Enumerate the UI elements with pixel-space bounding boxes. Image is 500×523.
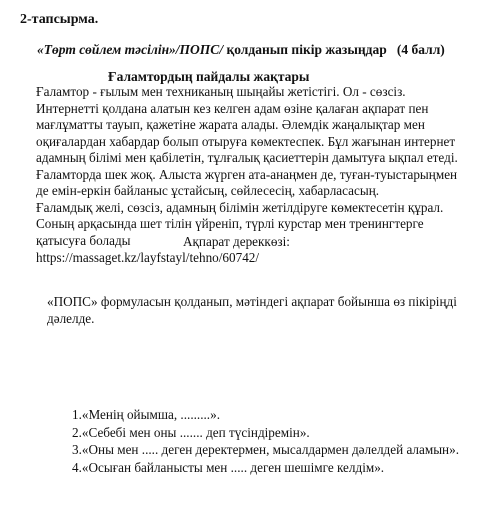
formula-name: «Төрт сөйлем тәсілін»/ПОПС/ <box>37 42 224 57</box>
text-paragraph <box>36 84 496 249</box>
formula-step: 2.«Себебі мен оны ....... деп түсіндіремін». <box>72 424 310 440</box>
formula-step: 1.«Менің ойымша, .........». <box>72 407 220 422</box>
task-label: 2-тапсырма. <box>20 12 99 27</box>
paragraph-line: Ғаламторда шек жоқ. Алыста жүрген ата-анаңмен де, туған-туыстарыңмен <box>36 166 458 182</box>
formula-step: 4.«Осыған байланысты мен ..... деген шешімге келдім». <box>72 459 385 475</box>
formula-step: 3.«Оны мен ..... деген деректермен, мысалдармен дәлелдей аламын». <box>72 442 459 457</box>
paragraph-line: Соның арқасында шет тілін үйреніп, түрлі курстар мен тренингтерге <box>36 216 424 231</box>
paragraph-line: қатысуға болады <box>36 232 131 248</box>
paragraph-line: де емін-еркін байланыс ұстайсың, сөйлесесің, хабарласасың. <box>36 183 380 198</box>
popc-task-line: дәлелде. <box>47 311 95 326</box>
popc-task-line: «ПОПС» формуласын қолданып, мәтіндегі ақпарат бойынша өз пікіріңді <box>47 294 457 309</box>
instruction-text: қолданып пікір жазыңдар <box>223 42 387 57</box>
paragraph-line: Ғаламдық желі, сөзсіз, адамның білімін жетілдіруге көмектесетін құрал. <box>36 199 444 215</box>
popc-task <box>47 293 477 327</box>
formula-steps-list <box>72 406 459 476</box>
source-label: Ақпарат дереккөзі: <box>183 234 290 249</box>
paragraph-line: Ғаламтор - ғылым мен техниканың шыңайы жетістігі. Ол - сөзсіз. <box>36 84 406 99</box>
paragraph-line: Интернетті қолдана алатын кез келген адам өзіне қалаған ақпарат пен <box>36 100 429 116</box>
paragraph-line: оқиғалардан хабардар болып отыруға көмектеспек. Бұл жағынан интернет <box>36 133 456 149</box>
text-title: Ғаламтордың пайдалы жақтары <box>108 69 310 84</box>
paragraph-line: мағлұматты тауып, қажетіне жарата алады. Әлемдік жаңалықтар мен <box>36 117 425 132</box>
source-url: https://massaget.kz/layfstayl/tehno/60742/ <box>36 250 260 265</box>
paragraph-line: адамның білімі мен қабілетін, тұлғалық қасиеттерін дамытуға ықпал етеді. <box>36 150 458 165</box>
points-label: (4 балл) <box>396 42 445 57</box>
task-instruction <box>37 42 445 58</box>
